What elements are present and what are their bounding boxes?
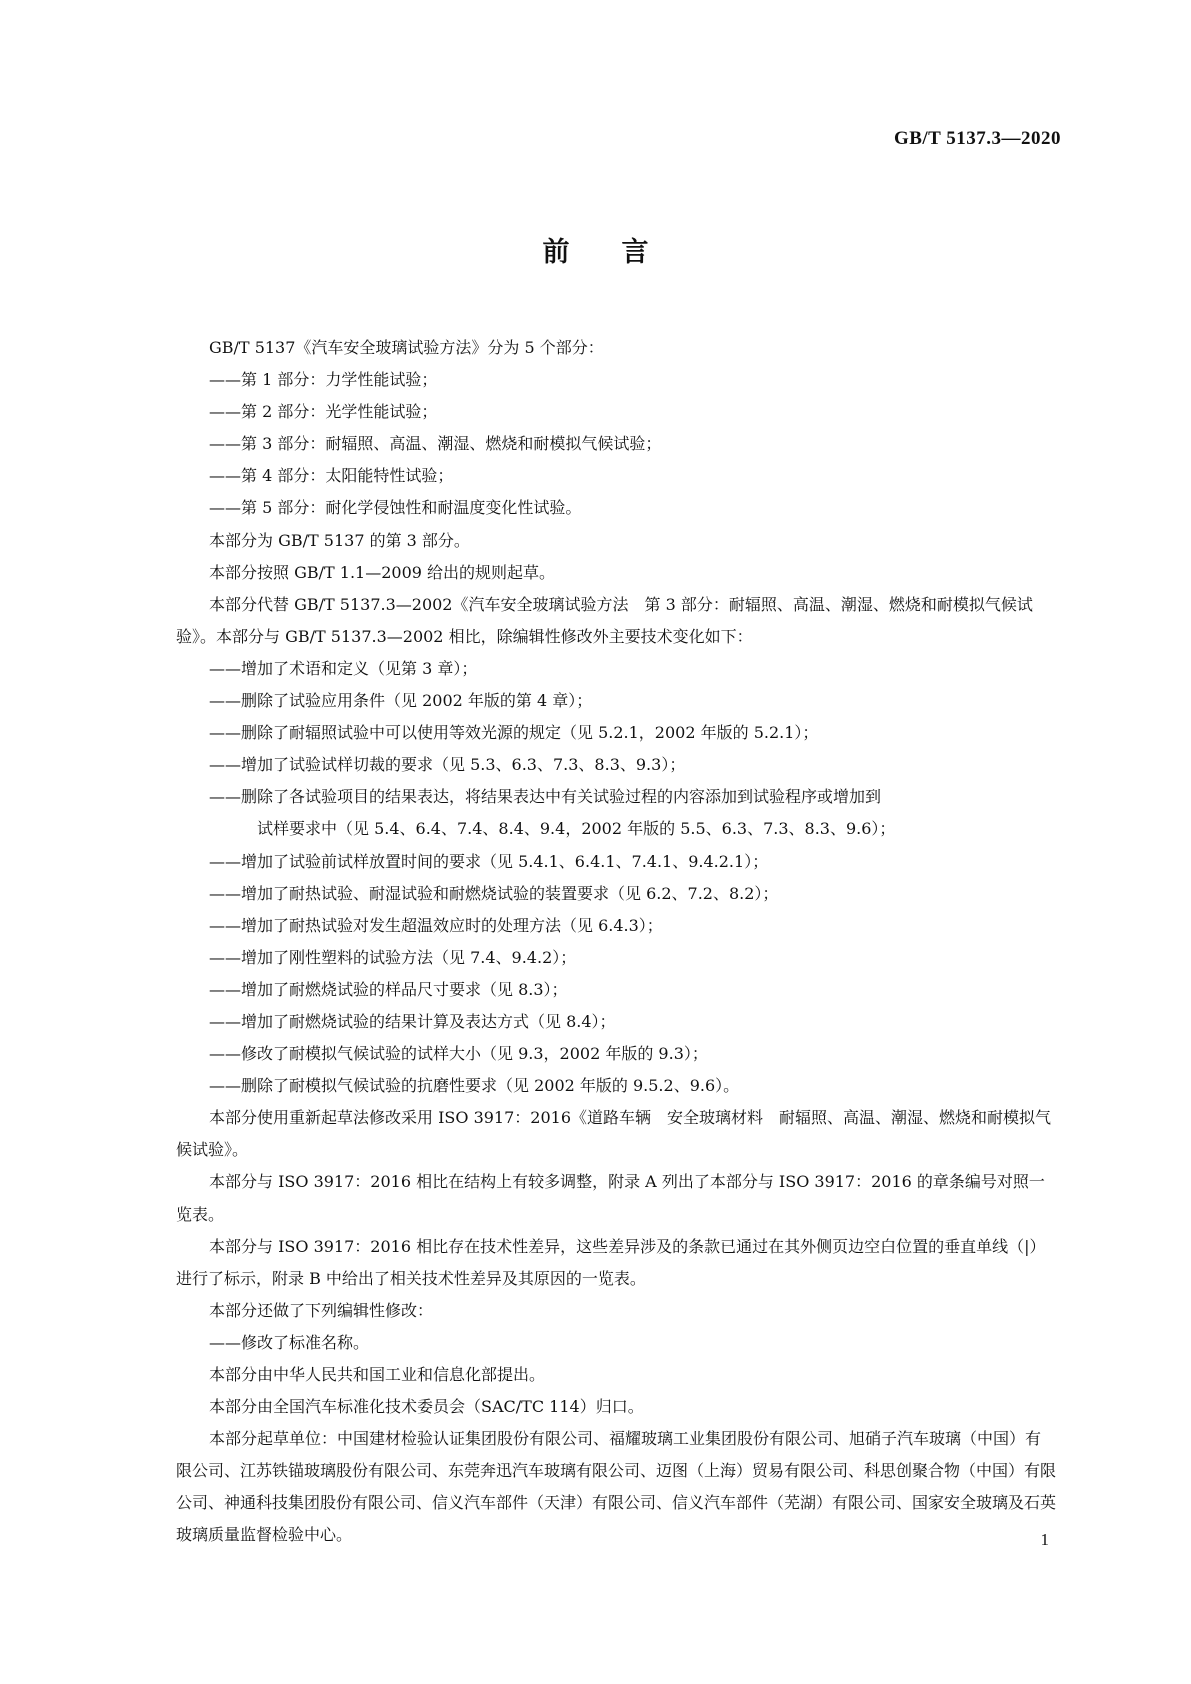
list-item-line: ——删除了各试验项目的结果表达，将结果表达中有关试验过程的内容添加到试验程序或增加到 [209,787,882,807]
list-item: ——增加了耐燃烧试验的结果计算及表达方式（见 8.4）； [209,1011,616,1031]
page-title: 前言 [542,237,701,268]
paragraph: 本部分由中华人民共和国工业和信息化部提出。 [209,1365,546,1384]
paragraph: 本部分使用重新起草法修改采用 ISO 3917：2016《道路车辆 安全玻璃材料 耐辐照、高温、潮湿、燃烧和耐模拟气候试验》。 [176,1108,1052,1160]
list-item: ——第 3 部分：耐辐照、高温、潮湿、燃烧和耐模拟气候试验； [209,434,662,454]
list-item: ——删除了耐辐照试验中可以使用等效光源的规定（见 5.2.1，2002 年版的 5.2.1）； [209,723,819,743]
list-item: ——删除了试验应用条件（见 2002 年版的第 4 章）； [209,691,593,711]
foreword-body [176,332,1056,1552]
list-item: ——第 2 部分：光学性能试验； [209,402,438,422]
page-number: 1 [1040,1530,1049,1549]
list-item: ——修改了耐模拟气候试验的试样大小（见 9.3，2002 年版的 9.3）； [209,1044,708,1064]
paragraph: 本部分按照 GB/T 1.1—2009 给出的规则起草。 [209,562,556,582]
paragraph: GB/T 5137《汽车安全玻璃试验方法》分为 5 个部分： [209,338,604,357]
list-item: ——增加了耐燃烧试验的样品尺寸要求（见 8.3）； [209,979,568,999]
list-item: ——增加了刚性塑料的试验方法（见 7.4、9.4.2）； [209,947,577,967]
list-item [176,781,1056,845]
list-item: ——第 5 部分：耐化学侵蚀性和耐温度变化性试验。 [209,498,582,518]
standard-number: GB/T 5137.3—2020 [893,128,1061,149]
list-item: ——第 4 部分：太阳能特性试验； [209,466,454,486]
paragraph: 本部分还做了下列编辑性修改： [209,1300,434,1320]
list-item-continuation: 试样要求中（见 5.4、6.4、7.4、8.4、9.4，2002 年版的 5.5、6.3、7.3、8.3、9.6）； [257,819,896,839]
paragraph: 本部分与 ISO 3917：2016 相比存在技术性差异，这些差异涉及的条款已通过在其外侧页边空白位置的垂直单线（|）进行了标示，附录 B 中给出了相关技术性差异及其原因的一览表。 [176,1236,1046,1288]
list-item: ——修改了标准名称。 [209,1332,370,1352]
paragraph: 本部分代替 GB/T 5137.3—2002《汽车安全玻璃试验方法 第 3 部分：耐辐照、高温、潮湿、燃烧和耐模拟气候试验》。本部分与 GB/T 5137.3—2002 相比，除编辑性修改外主要技术变化如下： [176,594,1033,646]
paragraph: 本部分为 GB/T 5137 的第 3 部分。 [209,530,470,550]
list-item: ——增加了试验试样切裁的要求（见 5.3、6.3、7.3、8.3、9.3）； [209,755,686,775]
list-item: ——增加了耐热试验对发生超温效应时的处理方法（见 6.4.3）； [209,915,663,935]
paragraph: 本部分起草单位：中国建材检验认证集团股份有限公司、福耀玻璃工业集团股份有限公司、旭硝子汽车玻璃（中国）有限公司、江苏铁锚玻璃股份有限公司、东莞奔迅汽车玻璃有限公司、迈图（上海）贸易有限公司、科思创聚合物（中国）有限公司、神通科技集团股份有限公司、信义汽车部件（天津）有限公司、信义汽车部件（芜湖）有限公司、国家安全玻璃及石英玻璃质量监督检验中心。 [176,1429,1057,1545]
list-item: ——删除了耐模拟气候试验的抗磨性要求（见 2002 年版的 9.5.2、9.6）。 [209,1076,740,1096]
list-item: ——增加了术语和定义（见第 3 章）； [209,658,478,678]
paragraph: 本部分与 ISO 3917：2016 相比在结构上有较多调整，附录 A 列出了本部分与 ISO 3917：2016 的章条编号对照一览表。 [176,1172,1045,1224]
list-item: ——增加了耐热试验、耐湿试验和耐燃烧试验的装置要求（见 6.2、7.2、8.2）； [209,883,779,903]
paragraph: 本部分由全国汽车标准化技术委员会（SAC/TC 114）归口。 [209,1397,644,1417]
list-item: ——增加了试验前试样放置时间的要求（见 5.4.1、6.4.1、7.4.1、9.4.2.1）； [209,851,769,871]
list-item: ——第 1 部分：力学性能试验； [209,370,438,390]
